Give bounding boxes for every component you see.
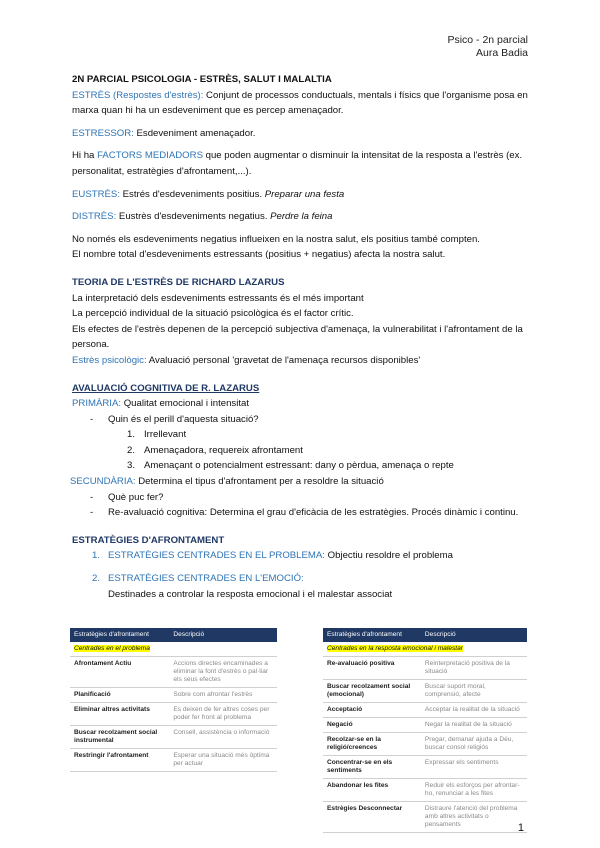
table-row — [323, 779, 527, 802]
table-cell-strategy: Restringir l'afrontament — [70, 749, 169, 772]
secundaria-term: SECUNDÀRIA: — [70, 476, 136, 488]
table-section-row — [70, 642, 277, 657]
estrategia-problema: 1. ESTRATÈGIES CENTRADES EN EL PROBLEMA: Objectiu resoldre el problema — [92, 550, 453, 562]
lazarus-line-3: Els efectes de l'estrès depenen de la percepció subjectiva d'amenaça, la vulnerabilitat i l'afrontament de la persona. — [72, 323, 523, 351]
table-row — [323, 802, 527, 833]
secundaria-text: Determina el tipus d'afrontament per a resoldre la situació — [135, 476, 384, 488]
table-cell-strategy: Negació — [323, 718, 421, 733]
factors-paragraph — [72, 148, 532, 179]
eustres-definition — [72, 187, 532, 203]
table-header-cell: Estratègies d'afrontament — [70, 628, 169, 642]
table-cell-description: Esperar una situació més òptima per actuar — [169, 749, 277, 772]
table-row — [323, 733, 527, 756]
estrategia-emocio-term: ESTRATÈGIES CENTRADES EN L'EMOCIÓ: — [108, 573, 304, 585]
estressor-text: Esdeveniment amenaçador. — [133, 127, 256, 139]
table-cell-description: Consell, assistència o informació — [169, 726, 277, 749]
note-positive-events: No només els esdeveniments negatius influeixen en la nostra salut, els positius també compten. — [72, 233, 480, 245]
eustres-term: EUSTRÈS: — [72, 188, 120, 200]
table-cell-description: Acceptar la realitat de la situació — [421, 703, 527, 718]
primaria-item-3-text: Amenaçant o potencialment estressant: dany o pèrdua, amenaça o repte — [144, 460, 454, 472]
distres-example: Perdre la feina — [270, 211, 333, 223]
table-cell-description: Distraure l'atenció del problema amb altres activitats o pensaments — [421, 802, 527, 833]
estres-term: ESTRÈS (Respostes d'estrès): — [72, 89, 204, 101]
primaria-item-3: 3. Amenaçant o potencialment estressant: dany o pèrdua, amenaça o repte — [127, 460, 454, 472]
lazarus-line-1: La interpretació dels esdeveniments estressants és el més important — [72, 292, 364, 304]
table-row — [323, 657, 527, 680]
table-row — [70, 726, 277, 749]
table-section-row — [323, 642, 527, 657]
estres-psicologic-term: Estrès psicològic: — [72, 354, 147, 366]
table-cell-strategy: Recolzar-se en la religió/creences — [323, 733, 421, 756]
estrategia-problema-text: Objectiu resoldre el problema — [324, 550, 453, 562]
table-cell-description: Es deixen de fer altres coses per poder fer front al problema — [169, 703, 277, 726]
lazarus-heading: TEORIA DE L'ESTRÈS DE RICHARD LAZARUS — [72, 276, 285, 288]
estrategia-emocio: 2. ESTRATÈGIES CENTRADES EN L'EMOCIÓ: — [92, 573, 304, 585]
factors-post: que poden augmentar o disminuir la intensitat de la resposta a l'estrès (ex. personalitat, estratègies d'afrontament,...). — [72, 150, 523, 177]
coping-table-emotion — [323, 628, 527, 833]
note-total-events: El nombre total d'esdeveniments estressants (positius + negatius) afecta la nostra salut. — [72, 249, 446, 261]
eustres-text: Estrés d'esdeveniments positius. — [119, 188, 265, 200]
primaria-question: - Quin és el perill d'aquesta situació? — [72, 412, 532, 428]
table-cell-description: Reduir els esforços per afrontar-ho, renunciar a les fites — [421, 779, 527, 802]
header-subject: Psico - 2n parcial — [447, 34, 528, 46]
table-row — [323, 680, 527, 703]
primaria-term: PRIMÀRIA: — [72, 398, 122, 410]
table-row — [323, 703, 527, 718]
primaria-text: Qualitat emocional i intensitat — [121, 398, 250, 410]
distres-definition — [72, 209, 532, 225]
table-header-cell: Descripció — [169, 628, 277, 642]
table-row — [70, 688, 277, 703]
table-cell-strategy: Eliminar altres activitats — [70, 703, 169, 726]
reavaluacio-line: - Re-avaluació cognitiva: Determina el grau d'eficàcia de les estratègies. Procés dinàmic i continu. — [72, 505, 532, 521]
estrategia-emocio-text: Destinades a controlar la resposta emocional i el malestar associat — [108, 588, 393, 600]
estres-text: Conjunt de processos conductuals, mentals i físics que l'organisme posa en marxa quan hi ha un esdeveniment que es percep amenaçador. — [72, 89, 528, 117]
table-section-label — [70, 642, 277, 657]
estres-psicologic — [72, 353, 532, 369]
page-header — [447, 34, 528, 60]
document-body — [72, 72, 532, 602]
factors-pre: Hi ha — [72, 150, 98, 162]
table-cell-strategy: Abandonar les fites — [323, 779, 421, 802]
primaria-item-2: 2. Amenaçadora, requereix afrontament — [127, 444, 303, 456]
table-cell-description: Buscar suport moral, comprensió, afecte — [421, 680, 527, 703]
table-cell-strategy: Afrontament Actiu — [70, 657, 169, 688]
table-header-cell: Estratègies d'afrontament — [323, 628, 421, 642]
table-cell-description: Accions directes encaminades a eliminar la font d'estrès o pal·liar els seus efectes — [169, 657, 277, 688]
table-row — [70, 657, 277, 688]
table-row — [323, 718, 527, 733]
distres-term: DISTRÈS: — [72, 211, 117, 223]
table-row — [70, 703, 277, 726]
table-cell-strategy: Re-avaluació positiva — [323, 657, 421, 680]
estrategies-heading: ESTRATÈGIES D'AFRONTAMENT — [72, 534, 225, 546]
secundaria-line — [70, 474, 532, 490]
coping-table-problem — [70, 628, 277, 772]
table-header-row — [70, 628, 277, 642]
table-cell-description: Expressar els sentiments — [421, 756, 527, 779]
page-number: 1 — [517, 822, 524, 834]
table-section-label — [323, 642, 527, 657]
table-cell-description: Pregar, demanar ajuda a Déu, buscar consol religiós — [421, 733, 527, 756]
table-cell-strategy: Planificació — [70, 688, 169, 703]
secundaria-question: - Què puc fer? — [72, 490, 532, 506]
estrategia-problema-term: ESTRATÈGIES CENTRADES EN EL PROBLEMA: — [108, 550, 325, 562]
table-row — [323, 756, 527, 779]
table-cell-strategy: Acceptació — [323, 703, 421, 718]
estressor-definition — [72, 126, 532, 142]
primaria-item-2-text: Amenaçadora, requereix afrontament — [144, 444, 303, 456]
header-author: Aura Badia — [476, 47, 528, 59]
table-cell-strategy: Buscar recolzament social (emocional) — [323, 680, 421, 703]
table-section-text: Centrades en el problema — [74, 645, 150, 652]
factors-term: FACTORS MEDIADORS — [97, 150, 203, 162]
table-cell-strategy: Estrègies Desconnectar — [323, 802, 421, 833]
table-cell-description: Reinterpretació positiva de la situació — [421, 657, 527, 680]
estressor-term: ESTRESSOR: — [72, 127, 134, 139]
table-cell-description: Sobre com afrontar l'estrès — [169, 688, 277, 703]
estres-psicologic-text: Avaluació personal 'gravetat de l'amenaça recursos disponibles' — [146, 354, 421, 366]
estres-definition — [72, 88, 532, 119]
page-title: 2N PARCIAL PSICOLOGIA - ESTRÈS, SALUT I MALALTIA — [72, 74, 332, 85]
table-cell-strategy: Buscar recolzament social instrumental — [70, 726, 169, 749]
table-cell-strategy: Concentrar-se en els sentiments — [323, 756, 421, 779]
avaluacio-heading: AVALUACIÓ COGNITIVA DE R. LAZARUS — [72, 382, 260, 394]
table-row — [70, 749, 277, 772]
table-cell-description: Negar la realitat de la situació — [421, 718, 527, 733]
lazarus-line-2: La percepció individual de la situació psicològica és el factor crític. — [72, 308, 354, 320]
table-section-text: Centrades en la resposta emocional i malestar — [327, 645, 463, 652]
primaria-item-1: 1. Irrellevant — [127, 429, 187, 441]
primaria-item-1-text: Irrellevant — [144, 429, 187, 441]
distres-text: Eustrès d'esdeveniments negatius. — [116, 211, 271, 223]
primaria-line — [72, 396, 532, 412]
eustres-example: Preparar una festa — [264, 188, 345, 200]
table-header-row — [323, 628, 527, 642]
table-header-cell: Descripció — [421, 628, 527, 642]
